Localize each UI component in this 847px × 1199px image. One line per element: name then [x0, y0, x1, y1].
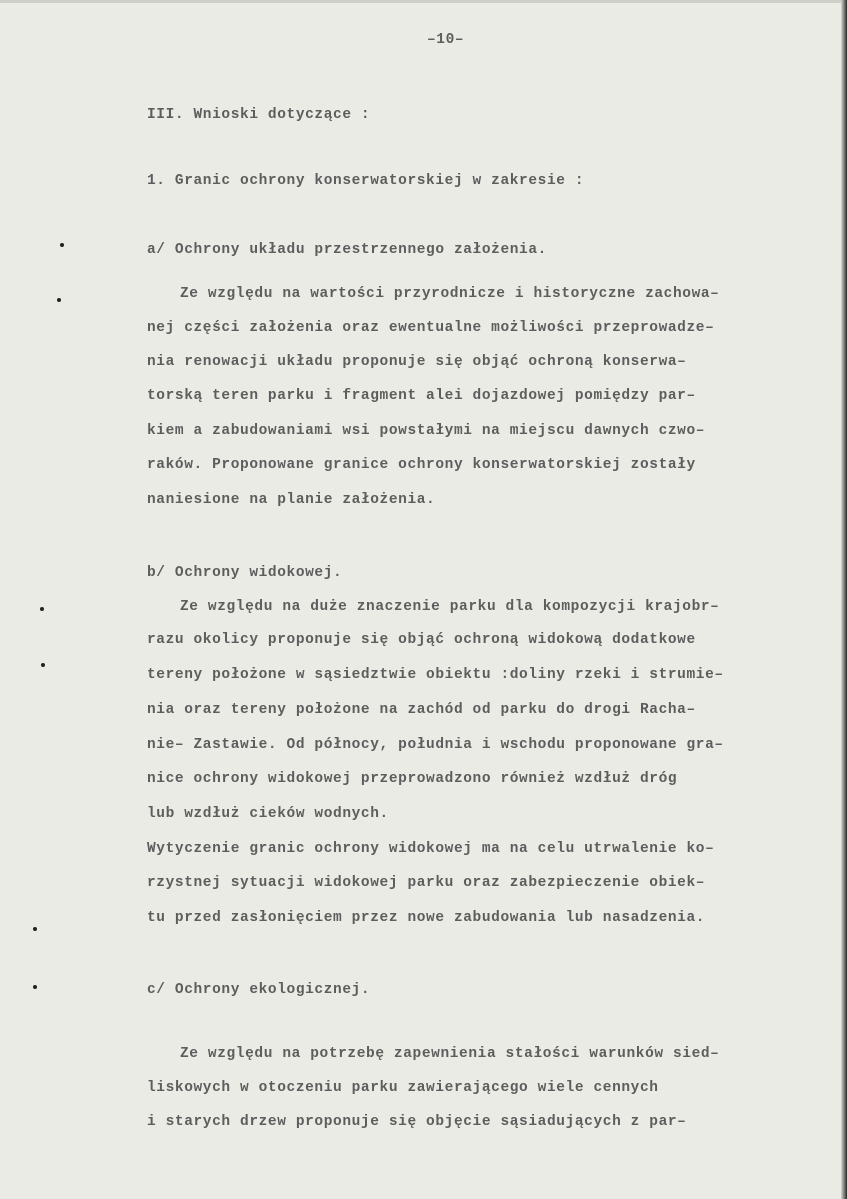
- point-c-title: c/ Ochrony ekologicznej.: [147, 982, 371, 998]
- paragraph-line: raków. Proponowane granice ochrony konserwatorskiej zostały: [147, 457, 696, 473]
- margin-mark: [41, 663, 45, 667]
- scan-edge-top: [0, 0, 847, 3]
- section-heading: III. Wnioski dotyczące :: [147, 107, 371, 123]
- paragraph-line: nice ochrony widokowej przeprowadzono również wzdłuż dróg: [147, 771, 678, 787]
- paragraph-line: tereny położone w sąsiedztwie obiektu :doliny rzeki i strumie–: [147, 667, 724, 683]
- paragraph-line: nia renowacji układu proponuje się objąć ochroną konserwa–: [147, 354, 687, 370]
- subsection-heading: 1. Granic ochrony konserwatorskiej w zakresie :: [147, 173, 585, 189]
- paragraph-line: lub wzdłuż cieków wodnych.: [147, 806, 389, 822]
- paragraph-line: naniesione na planie założenia.: [147, 492, 436, 508]
- paragraph-line: tu przed zasłonięciem przez nowe zabudowania lub nasadzenia.: [147, 910, 706, 926]
- paragraph-line: nej części założenia oraz ewentualne możliwości przeprowadze–: [147, 320, 715, 336]
- paragraph-line: Ze względu na potrzebę zapewnienia stałości warunków sied–: [180, 1046, 720, 1062]
- paragraph-line: nia oraz tereny położone na zachód od parku do drogi Racha–: [147, 702, 696, 718]
- paragraph-line: razu okolicy proponuje się objąć ochroną widokową dodatkowe: [147, 632, 696, 648]
- point-b-title: b/ Ochrony widokowej.: [147, 565, 343, 581]
- paragraph-line: nie– Zastawie. Od północy, południa i wschodu proponowane gra–: [147, 737, 724, 753]
- margin-mark: [60, 243, 64, 247]
- page-number: –10–: [427, 32, 465, 48]
- paragraph-line: liskowych w otoczeniu parku zawierającego wiele cennych: [147, 1080, 659, 1096]
- paragraph-line: Wytyczenie granic ochrony widokowej ma na celu utrwalenie ko–: [147, 841, 715, 857]
- margin-mark: [40, 607, 44, 611]
- margin-mark: [33, 927, 37, 931]
- paragraph-line: torską teren parku i fragment alei dojazdowej pomiędzy par–: [147, 388, 696, 404]
- paragraph-line: i starych drzew proponuje się objęcie sąsiadujących z par–: [147, 1114, 687, 1130]
- paragraph-line: rzystnej sytuacji widokowej parku oraz zabezpieczenie obiek–: [147, 875, 706, 891]
- paragraph-line: Ze względu na wartości przyrodnicze i historyczne zachowa–: [180, 286, 720, 302]
- scan-edge-right: [841, 0, 847, 1199]
- margin-mark: [57, 298, 61, 302]
- paragraph-line: Ze względu na duże znaczenie parku dla kompozycji krajobr–: [180, 599, 720, 615]
- point-a-title: a/ Ochrony układu przestrzennego założenia.: [147, 242, 547, 258]
- paragraph-line: kiem a zabudowaniami wsi powstałymi na miejscu dawnych czwo–: [147, 423, 706, 439]
- margin-mark: [33, 985, 37, 989]
